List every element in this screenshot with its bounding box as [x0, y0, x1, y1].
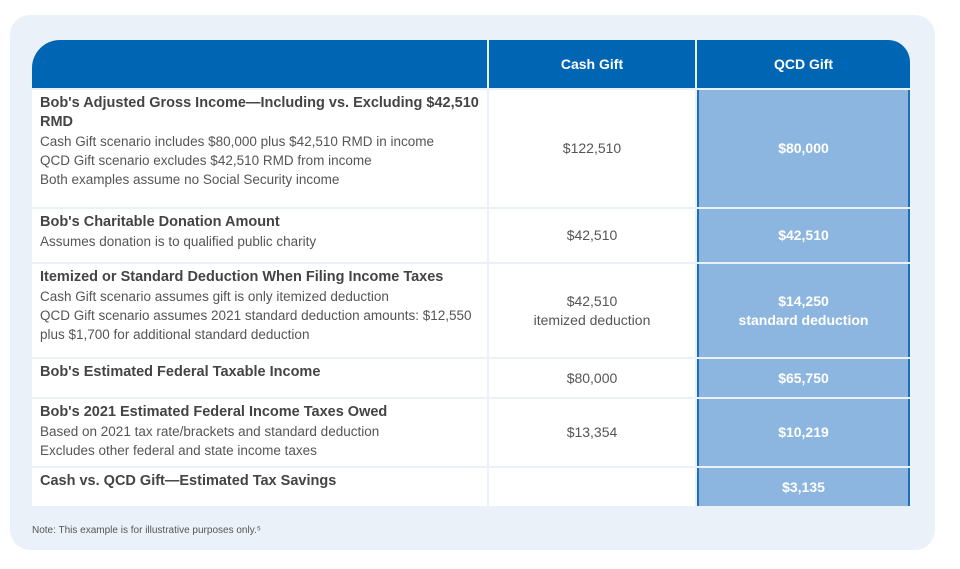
- row-title: Bob's 2021 Estimated Federal Income Taxes Owed: [40, 404, 388, 420]
- row-note: Cash Gift scenario assumes gift is only itemized deduction: [40, 289, 389, 304]
- table-row: [32, 468, 910, 506]
- row-title: Bob's Estimated Federal Taxable Income: [40, 364, 321, 380]
- row-title: Bob's Adjusted Gross Income—Including vs. Excluding $42,510 RMD: [40, 95, 479, 130]
- row-note: Based on 2021 tax rate/brackets and standard deduction: [40, 424, 380, 439]
- cash-gift-cell: [489, 399, 695, 466]
- table-row: [32, 359, 910, 397]
- header-qcd-gift: QCD Gift: [697, 40, 910, 88]
- cash-value: $42,510: [566, 227, 618, 243]
- row-title: Itemized or Standard Deduction When Filing Income Taxes: [40, 269, 444, 285]
- qcd-sub: standard deduction: [738, 311, 869, 328]
- qcd-value: $80,000: [778, 140, 829, 156]
- qcd-gift-cell: [697, 264, 910, 357]
- row-description: [32, 399, 487, 466]
- cash-sub: itemized deduction: [533, 311, 651, 328]
- qcd-value: $42,510: [778, 227, 829, 243]
- row-note: Excludes other federal and state income taxes: [40, 443, 317, 458]
- row-description: [32, 468, 487, 506]
- qcd-gift-cell: [697, 399, 910, 466]
- cash-gift-cell: [489, 209, 695, 262]
- cash-value: $80,000: [566, 369, 618, 386]
- cash-value: $122,510: [562, 140, 622, 156]
- header-cash-gift: Cash Gift: [489, 40, 695, 88]
- table-row: [32, 209, 910, 262]
- row-description: [32, 209, 487, 262]
- cash-gift-cell: [489, 468, 695, 506]
- table-row: [32, 90, 910, 207]
- row-description: [32, 359, 487, 397]
- row-description: [32, 90, 487, 207]
- qcd-value: $14,250: [778, 292, 829, 309]
- row-note: QCD Gift scenario assumes 2021 standard deduction amounts: $12,550 plus $1,700 for additional standard deduction: [40, 308, 472, 342]
- row-note: QCD Gift scenario excludes $42,510 RMD from income: [40, 153, 372, 168]
- qcd-gift-cell: [697, 209, 910, 262]
- cash-value: $42,510: [566, 292, 618, 309]
- header-blank: [32, 40, 487, 88]
- row-title: Bob's Charitable Donation Amount: [40, 214, 280, 230]
- table-row: [32, 399, 910, 466]
- table-row: [32, 264, 910, 357]
- cash-gift-cell: [489, 264, 695, 357]
- footnote: Note: This example is for illustrative purposes only.⁵: [32, 525, 261, 536]
- row-note: Cash Gift scenario includes $80,000 plus $42,510 RMD in income: [40, 134, 434, 149]
- cash-gift-cell: [489, 90, 695, 207]
- cash-gift-cell: [489, 359, 695, 397]
- qcd-value: $10,219: [778, 424, 829, 440]
- cash-value: $13,354: [566, 424, 618, 440]
- qcd-value: $65,750: [778, 369, 829, 386]
- qcd-gift-cell: [697, 359, 910, 397]
- qcd-value: $3,135: [782, 478, 825, 495]
- row-note: Both examples assume no Social Security income: [40, 172, 340, 187]
- row-title: Cash vs. QCD Gift—Estimated Tax Savings: [40, 473, 337, 489]
- qcd-gift-cell: [697, 90, 910, 207]
- row-note: Assumes donation is to qualified public charity: [40, 234, 317, 249]
- row-description: [32, 264, 487, 357]
- qcd-gift-cell: [697, 468, 910, 506]
